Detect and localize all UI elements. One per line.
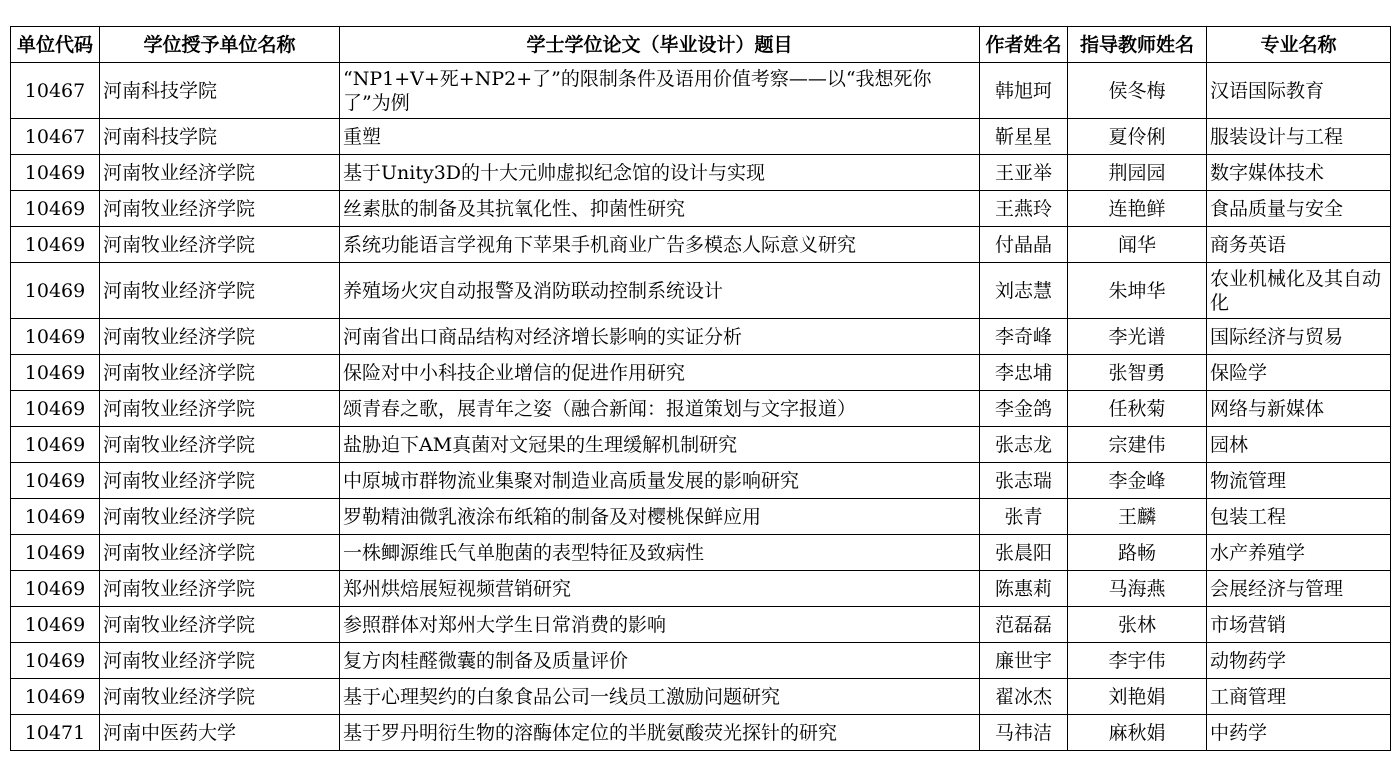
- cell-thesis-title: 罗勒精油微乳液涂布纸箱的制备及对樱桃保鲜应用: [340, 499, 980, 535]
- cell-author-name: 张志瑞: [980, 463, 1068, 499]
- cell-university-name: 河南牧业经济学院: [100, 463, 340, 499]
- cell-university-name: 河南牧业经济学院: [100, 227, 340, 263]
- table-row: [11, 227, 1391, 263]
- cell-thesis-title: 复方肉桂醛微囊的制备及质量评价: [340, 643, 980, 679]
- cell-major-name: 食品质量与安全: [1207, 191, 1391, 227]
- cell-thesis-title: 基于Unity3D的十大元帅虚拟纪念馆的设计与实现: [340, 155, 980, 191]
- cell-unit-code: 10469: [11, 227, 100, 263]
- cell-university-name: 河南牧业经济学院: [100, 679, 340, 715]
- table-header-row: [11, 27, 1391, 63]
- table-body: [11, 63, 1391, 751]
- cell-major-name: 动物药学: [1207, 643, 1391, 679]
- cell-thesis-title: 系统功能语言学视角下苹果手机商业广告多模态人际意义研究: [340, 227, 980, 263]
- cell-university-name: 河南牧业经济学院: [100, 391, 340, 427]
- cell-thesis-title: 基于心理契约的白象食品公司一线员工激励问题研究: [340, 679, 980, 715]
- cell-unit-code: 10469: [11, 571, 100, 607]
- cell-advisor-name: 朱坤华: [1068, 263, 1207, 319]
- cell-unit-code: 10467: [11, 119, 100, 155]
- table-row: [11, 191, 1391, 227]
- cell-thesis-title: 盐胁迫下AM真菌对文冠果的生理缓解机制研究: [340, 427, 980, 463]
- cell-advisor-name: 张智勇: [1068, 355, 1207, 391]
- cell-author-name: 刘志慧: [980, 263, 1068, 319]
- cell-university-name: 河南牧业经济学院: [100, 263, 340, 319]
- header-thesis-title: 学士学位论文（毕业设计）题目: [340, 27, 980, 63]
- cell-university-name: 河南牧业经济学院: [100, 355, 340, 391]
- cell-major-name: 国际经济与贸易: [1207, 319, 1391, 355]
- cell-advisor-name: 荆园园: [1068, 155, 1207, 191]
- cell-advisor-name: 李金峰: [1068, 463, 1207, 499]
- cell-advisor-name: 宗建伟: [1068, 427, 1207, 463]
- cell-advisor-name: 任秋菊: [1068, 391, 1207, 427]
- header-unit-code: 单位代码: [11, 27, 100, 63]
- cell-university-name: 河南科技学院: [100, 63, 340, 119]
- cell-advisor-name: 连艳鲜: [1068, 191, 1207, 227]
- cell-major-name: 数字媒体技术: [1207, 155, 1391, 191]
- cell-unit-code: 10469: [11, 427, 100, 463]
- cell-advisor-name: 夏伶俐: [1068, 119, 1207, 155]
- cell-author-name: 王亚举: [980, 155, 1068, 191]
- cell-thesis-title: 河南省出口商品结构对经济增长影响的实证分析: [340, 319, 980, 355]
- cell-thesis-title: 丝素肽的制备及其抗氧化性、抑菌性研究: [340, 191, 980, 227]
- table-row: [11, 607, 1391, 643]
- cell-major-name: 市场营销: [1207, 607, 1391, 643]
- cell-thesis-title: 郑州烘焙展短视频营销研究: [340, 571, 980, 607]
- table-row: [11, 571, 1391, 607]
- table-row: [11, 427, 1391, 463]
- cell-thesis-title: 基于罗丹明衍生物的溶酶体定位的半胱氨酸荧光探针的研究: [340, 715, 980, 751]
- cell-major-name: 农业机械化及其自动化: [1207, 263, 1391, 319]
- cell-advisor-name: 侯冬梅: [1068, 63, 1207, 119]
- cell-university-name: 河南中医药大学: [100, 715, 340, 751]
- table-row: [11, 319, 1391, 355]
- cell-major-name: 商务英语: [1207, 227, 1391, 263]
- cell-university-name: 河南牧业经济学院: [100, 535, 340, 571]
- table-row: [11, 391, 1391, 427]
- cell-university-name: 河南科技学院: [100, 119, 340, 155]
- table-row: [11, 643, 1391, 679]
- cell-major-name: 网络与新媒体: [1207, 391, 1391, 427]
- cell-unit-code: 10469: [11, 391, 100, 427]
- cell-university-name: 河南牧业经济学院: [100, 499, 340, 535]
- table-row: [11, 499, 1391, 535]
- cell-thesis-title: 颂青春之歌，展青年之姿（融合新闻：报道策划与文字报道）: [340, 391, 980, 427]
- cell-author-name: 李金鸽: [980, 391, 1068, 427]
- cell-thesis-title: 中原城市群物流业集聚对制造业高质量发展的影响研究: [340, 463, 980, 499]
- cell-major-name: 保险学: [1207, 355, 1391, 391]
- table-row: [11, 263, 1391, 319]
- cell-thesis-title: 参照群体对郑州大学生日常消费的影响: [340, 607, 980, 643]
- cell-advisor-name: 麻秋娟: [1068, 715, 1207, 751]
- header-advisor-name: 指导教师姓名: [1068, 27, 1207, 63]
- cell-major-name: 物流管理: [1207, 463, 1391, 499]
- cell-advisor-name: 刘艳娟: [1068, 679, 1207, 715]
- cell-unit-code: 10469: [11, 499, 100, 535]
- header-major-name: 专业名称: [1207, 27, 1391, 63]
- header-author-name: 作者姓名: [980, 27, 1068, 63]
- cell-unit-code: 10469: [11, 643, 100, 679]
- header-university-name: 学位授予单位名称: [100, 27, 340, 63]
- cell-university-name: 河南牧业经济学院: [100, 571, 340, 607]
- cell-author-name: 廉世宇: [980, 643, 1068, 679]
- cell-thesis-title: 保险对中小科技企业增信的促进作用研究: [340, 355, 980, 391]
- cell-university-name: 河南牧业经济学院: [100, 319, 340, 355]
- cell-author-name: 李忠埔: [980, 355, 1068, 391]
- cell-university-name: 河南牧业经济学院: [100, 607, 340, 643]
- table-row: [11, 355, 1391, 391]
- cell-unit-code: 10469: [11, 155, 100, 191]
- cell-unit-code: 10469: [11, 355, 100, 391]
- cell-author-name: 张青: [980, 499, 1068, 535]
- cell-major-name: 包装工程: [1207, 499, 1391, 535]
- cell-author-name: 陈惠莉: [980, 571, 1068, 607]
- cell-major-name: 服装设计与工程: [1207, 119, 1391, 155]
- cell-author-name: 张志龙: [980, 427, 1068, 463]
- cell-thesis-title: 养殖场火灾自动报警及消防联动控制系统设计: [340, 263, 980, 319]
- cell-university-name: 河南牧业经济学院: [100, 643, 340, 679]
- cell-unit-code: 10469: [11, 607, 100, 643]
- cell-university-name: 河南牧业经济学院: [100, 191, 340, 227]
- cell-unit-code: 10469: [11, 263, 100, 319]
- cell-advisor-name: 王麟: [1068, 499, 1207, 535]
- table-row: [11, 535, 1391, 571]
- cell-university-name: 河南牧业经济学院: [100, 155, 340, 191]
- cell-university-name: 河南牧业经济学院: [100, 427, 340, 463]
- cell-advisor-name: 闻华: [1068, 227, 1207, 263]
- cell-major-name: 工商管理: [1207, 679, 1391, 715]
- cell-unit-code: 10469: [11, 463, 100, 499]
- cell-major-name: 园林: [1207, 427, 1391, 463]
- cell-author-name: 付晶晶: [980, 227, 1068, 263]
- table-row: [11, 715, 1391, 751]
- cell-thesis-title: 一株鲫源维氏气单胞菌的表型特征及致病性: [340, 535, 980, 571]
- cell-unit-code: 10469: [11, 535, 100, 571]
- cell-author-name: 马祎洁: [980, 715, 1068, 751]
- cell-advisor-name: 路畅: [1068, 535, 1207, 571]
- thesis-table: [10, 26, 1391, 751]
- cell-major-name: 水产养殖学: [1207, 535, 1391, 571]
- cell-author-name: 王燕玲: [980, 191, 1068, 227]
- cell-unit-code: 10469: [11, 319, 100, 355]
- cell-unit-code: 10471: [11, 715, 100, 751]
- table-row: [11, 463, 1391, 499]
- cell-advisor-name: 马海燕: [1068, 571, 1207, 607]
- cell-advisor-name: 张林: [1068, 607, 1207, 643]
- cell-unit-code: 10469: [11, 679, 100, 715]
- table-row: [11, 679, 1391, 715]
- cell-major-name: 汉语国际教育: [1207, 63, 1391, 119]
- table-row: [11, 155, 1391, 191]
- table-row: [11, 63, 1391, 119]
- cell-unit-code: 10467: [11, 63, 100, 119]
- cell-author-name: 李奇峰: [980, 319, 1068, 355]
- cell-author-name: 翟冰杰: [980, 679, 1068, 715]
- cell-thesis-title: “NP1+V+死+NP2+了”的限制条件及语用价值考察——以“我想死你了”为例: [340, 63, 980, 119]
- table-row: [11, 119, 1391, 155]
- cell-advisor-name: 李光谱: [1068, 319, 1207, 355]
- cell-author-name: 张晨阳: [980, 535, 1068, 571]
- cell-unit-code: 10469: [11, 191, 100, 227]
- cell-author-name: 范磊磊: [980, 607, 1068, 643]
- thesis-table-sheet: [10, 26, 1391, 751]
- cell-author-name: 韩旭珂: [980, 63, 1068, 119]
- cell-thesis-title: 重塑: [340, 119, 980, 155]
- cell-advisor-name: 李宇伟: [1068, 643, 1207, 679]
- cell-author-name: 靳星星: [980, 119, 1068, 155]
- cell-major-name: 中药学: [1207, 715, 1391, 751]
- cell-major-name: 会展经济与管理: [1207, 571, 1391, 607]
